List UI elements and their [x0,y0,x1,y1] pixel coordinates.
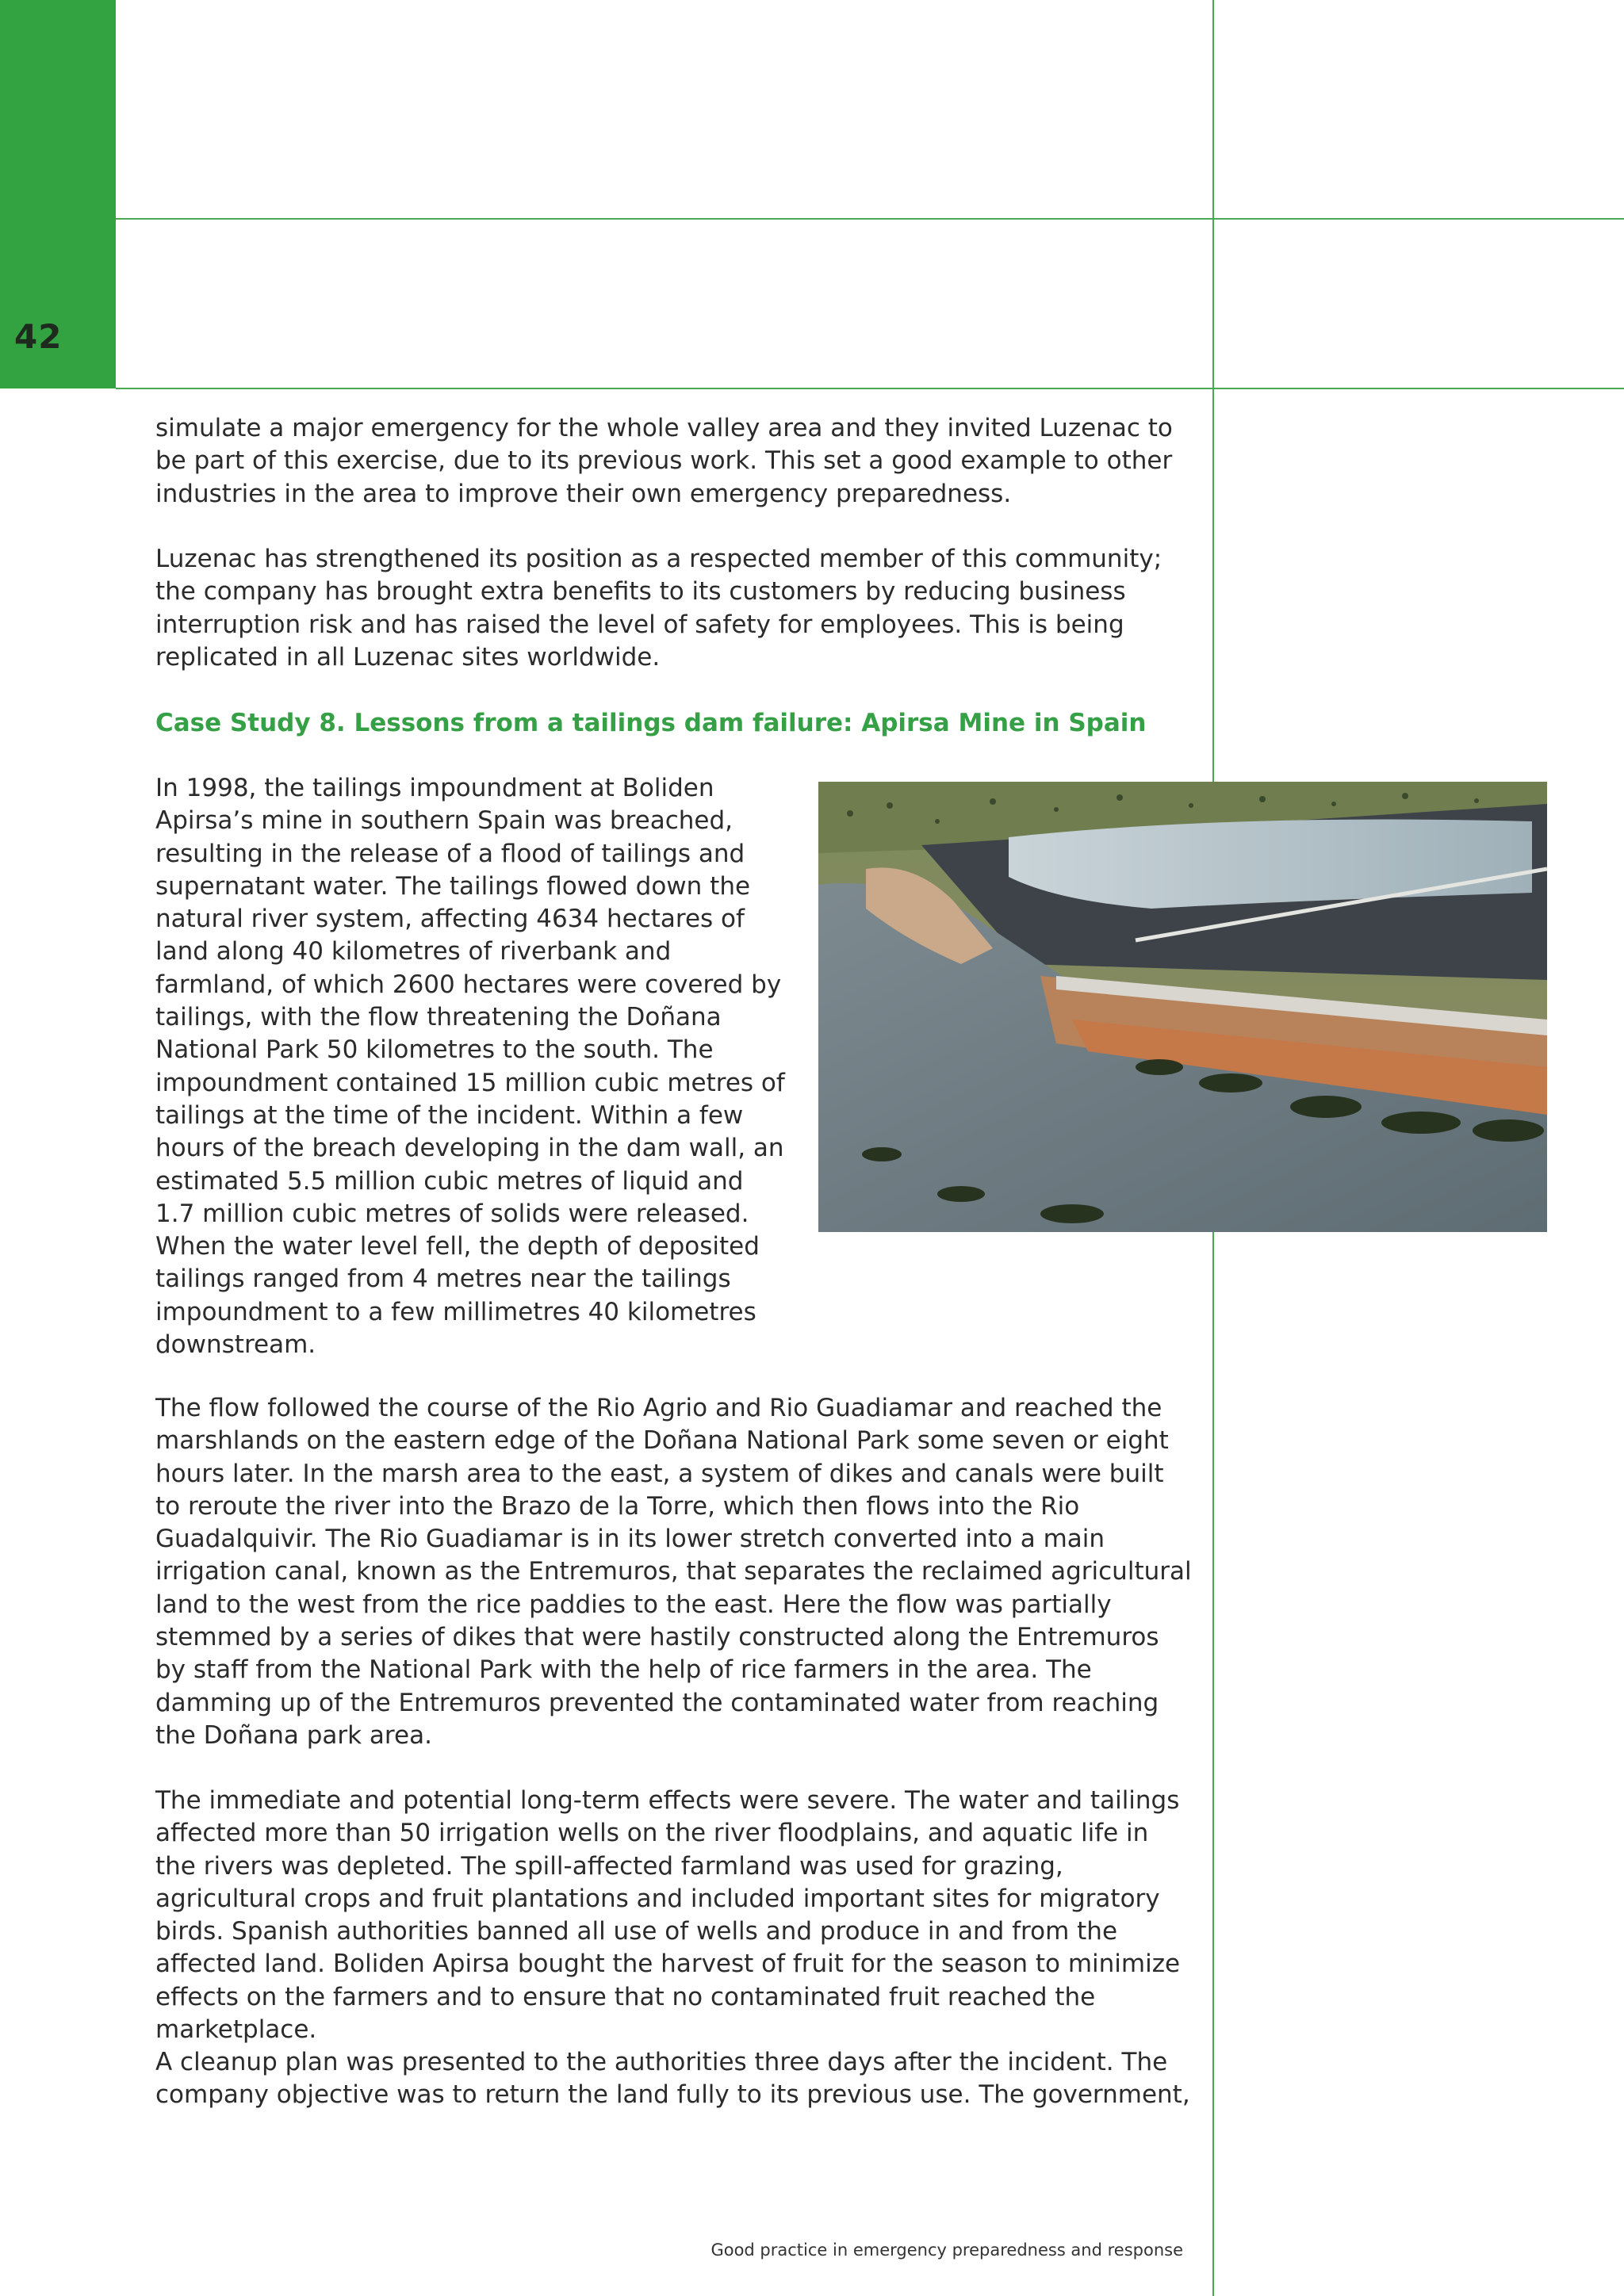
footer-title: Good practice in emergency preparedness and response [710,2241,1183,2260]
intro-text [155,412,1194,511]
case-study-heading: Case Study 8. Lessons from a tailings dam failure: Apirsa Mine in Spain [155,709,1147,737]
paragraph-4: The flow followed the course of the Rio Agrio and Rio Guadiamar and reached the marshlands on the eastern edge of the Doñana National Park some seven or eight hours later. In the marsh area to the east, a system of dikes and canals were built to reroute the river into the Brazo de la Torre, which then flows into the Rio Guadalquivir. The Rio Guadiamar is in its lower stretch converted into a main irrigation canal, known as the Entremuros, that separates the reclaimed agricultural land to the west from the rice paddies to the east. Here the flow was partially stemmed by a series of dikes that were hastily constructed along the Entremuros by staff from the National Park with the help of rice farmers in the area. The damming up of the Entremuros prevented the contaminated water from reaching the Doñana park area. [155,1394,1192,1750]
paragraph-1: simulate a major emergency for the whole valley area and they invited Luzenac to be part of this exercise, due to its previous work. This set a good example to other industries in the area to improve their own emergency preparedness. [155,414,1173,508]
paragraph-3: In 1998, the tailings impoundment at Boliden Apirsa’s mine in southern Spain was breached, resulting in the release of a flood of tailings and supernatant water. The tailings flowed down the natural river system, affecting 4634 hectares of land along 40 kilometres of riverbank and farmland, of which 2600 hectares were covered by tailings, with the flow threatening the Doñana National Park 50 kilometres to the south. The impoundment contained 15 million cubic metres of tailings at the time of the incident. Within a few hours of the breach developing in the dam wall, an estimated 5.5 million cubic metres of liquid and 1.7 million cubic metres of solids were released. When the water level fell, the depth of deposited tailings ranged from 4 metres near the tailings impoundment to a few millimetres 40 kilometres downstream. [155,774,785,1360]
case-study-intro [155,772,790,1361]
paragraph-6: A cleanup plan was presented to the authorities three days after the incident. The company objective was to return the land fully to its previous use. The government, [155,2048,1190,2110]
effects-text [155,1785,1194,2046]
header-rule-bottom [116,388,1624,389]
paragraph-2: Luzenac has strengthened its position as a respected member of this community; the company has brought extra benefits to its customers by reducing business interruption risk and has raised the level of safety for employees. This is being replicated in all Luzenac sites worldwide. [155,545,1162,672]
paragraph-5: The immediate and potential long-term effects were severe. The water and tailings affected more than 50 irrigation wells on the river floodplains, and aquatic life in the rivers was depleted. The spill-affected farmland was used for grazing, agricultural crops and fruit plantations and included important sites for migratory birds. Spanish authorities banned all use of wells and produce in and from the affected land. Boliden Apirsa bought the harvest of fruit for the season to minimize effects on the farmers and to ensure that no contaminated fruit reached the marketplace. [155,1786,1181,2045]
page-number: 42 [14,317,63,356]
tailings-dam-photo [818,782,1547,1232]
luzenac-text [155,543,1194,674]
cleanup-text [155,2046,1194,2112]
flow-text [155,1392,1194,1752]
header-rule-top [116,218,1624,220]
